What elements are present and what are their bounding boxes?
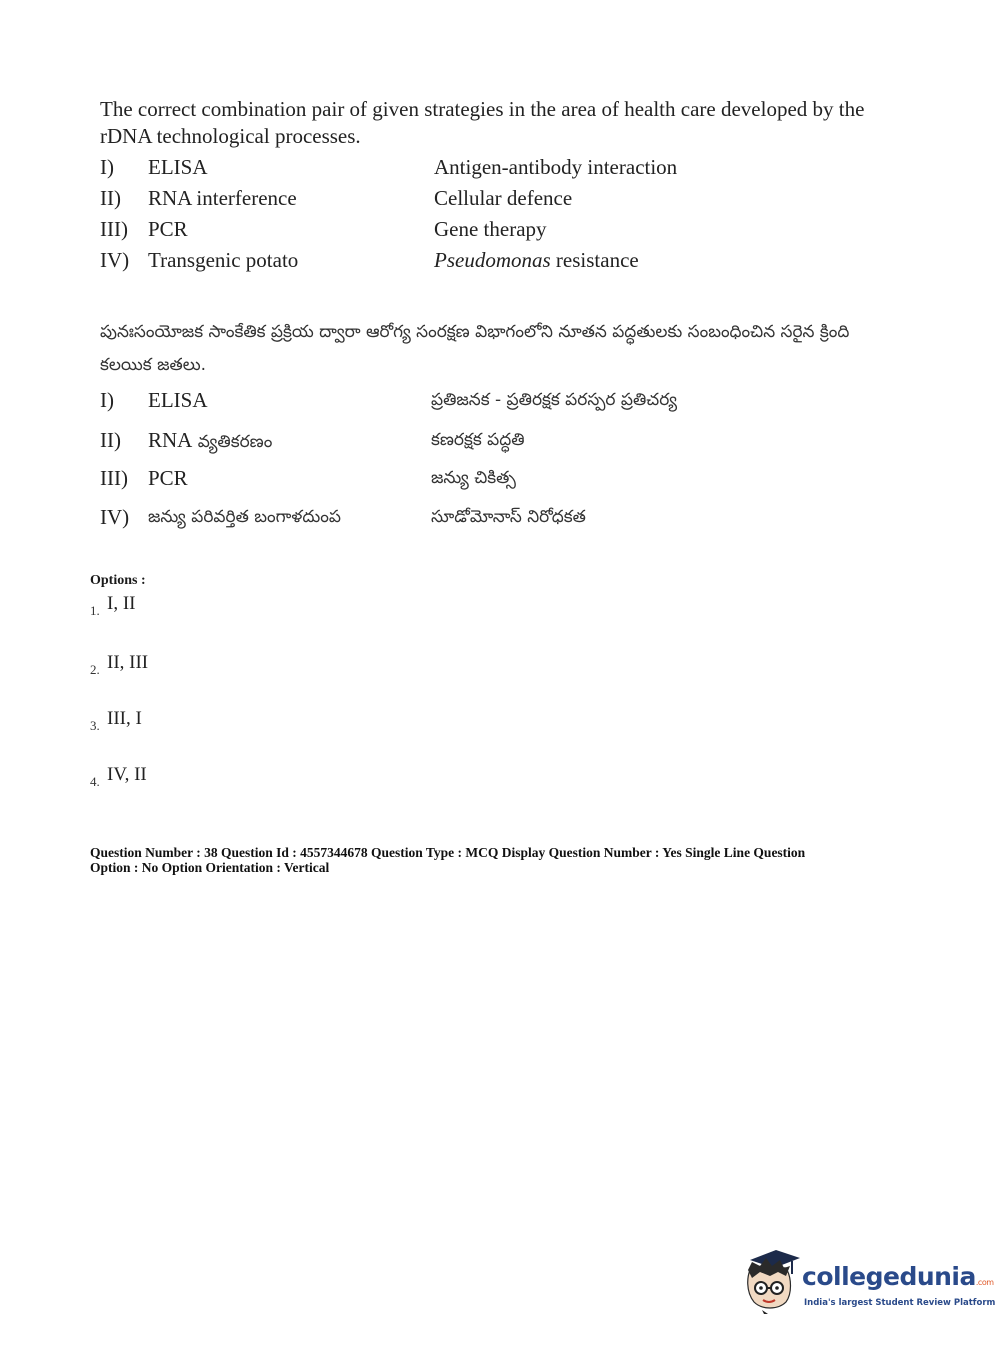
pair-left-te: వ్యతికరణం [192,432,273,452]
telugu-question-text: పునఃసంయోజక సాంకేతిక ప్రక్రియ ద్వారా ఆరోగ్య సంరక్షణ విభాగంలోని నూతన పద్ధతులకు సంబంధించిన సరైన క్రింది కలయిక జతలు. [100,322,850,375]
logo-tagline: India's largest Student Review Platform [804,1298,996,1308]
pair-left: PCR [148,466,188,490]
pair-right: జన్యు చికిత్స [431,468,516,488]
question-metadata [90,845,890,875]
option-number: 4. [90,774,100,789]
options-label: Options : [90,573,146,588]
option-text: II, III [107,652,149,673]
pair-number: IV) [100,505,130,529]
pair-left: ELISA [148,155,208,179]
question-text: The correct combination pair of given strategies in the area of health care developed by the rDNA technological processes. [100,97,865,148]
pair-left: RNA interference [148,186,297,210]
pair-right: Antigen-antibody interaction [434,155,678,179]
option-text: III, I [107,708,142,729]
pair-left [148,428,272,456]
mascot-icon [742,1248,802,1314]
pair-left: ELISA [148,388,208,412]
logo-wordmark [802,1262,994,1291]
pair-left: జన్యు పరివర్తిత బంగాళదుంప [148,507,341,527]
pair-left-en: RNA [148,428,193,452]
pair-number: III) [100,466,128,490]
pair-right: కణరక్షక పద్ధతి [431,430,525,450]
metadata-line-2: Option : No Option Orientation : Vertical [90,860,330,875]
pair-right: సూడోమోనాస్ నిరోధకత [431,507,586,527]
option-text: I, II [107,593,136,614]
metadata-line-1: Question Number : 38 Question Id : 4557344678 Question Type : MCQ Display Question Number : Yes Single Line Question [90,845,806,860]
pair-number: IV) [100,248,130,272]
pair-number: II) [100,186,121,210]
option-text: IV, II [107,764,147,785]
pair-right: Cellular defence [434,186,573,210]
pair-left: PCR [148,217,188,241]
option-number: 3. [90,718,100,733]
pair-number: III) [100,217,128,241]
pair-number: II) [100,428,121,452]
logo-com: .com [975,1278,994,1287]
pair-right: Gene therapy [434,217,547,241]
pair-right [434,248,639,273]
pair-right: ప్రతిజనక - ప్రతిరక్షక పరస్పర ప్రతిచర్య [431,390,678,410]
option-number: 2. [90,662,100,677]
pair-right-italic: Pseudomonas [434,248,551,272]
option-number: 1. [90,603,100,618]
pair-number: I) [100,155,114,179]
pair-number: I) [100,388,114,412]
pair-right-rest: resistance [550,248,639,272]
pair-left: Transgenic potato [148,248,299,272]
collegedunia-logo[interactable] [742,1248,996,1320]
logo-name-text: collegedunia [802,1262,976,1291]
